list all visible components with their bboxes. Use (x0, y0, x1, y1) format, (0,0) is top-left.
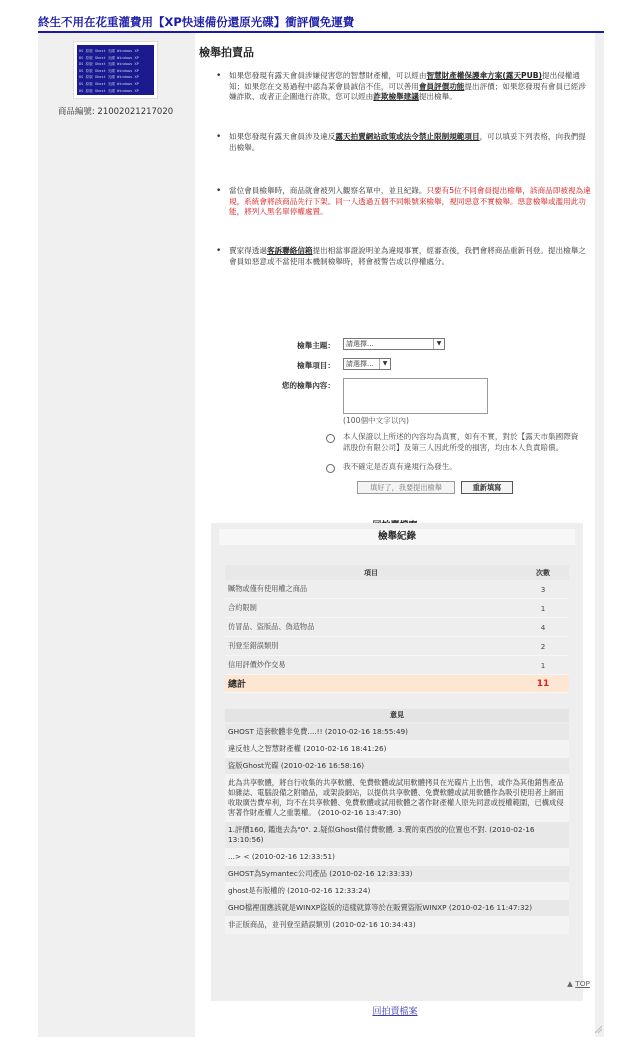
opinions-header: 意見 (225, 709, 569, 722)
record-count: 4 (517, 618, 569, 637)
record-count: 3 (517, 580, 569, 599)
top-label: TOP (575, 979, 590, 988)
notice-item (211, 186, 591, 218)
list-item: GHOST 這套軟體非免費....!! (2010-02-16 18:55:49) (225, 724, 569, 741)
content-label: 您的檢舉內容： (281, 381, 335, 390)
notice-text: 提出評價；如果您發現有會員已經涉嫌詐欺、或者正企圖進行詐欺，您可以經由 (229, 81, 586, 101)
list-item: 盜版Ghost光碟 (2010-02-16 16:58:16) (225, 758, 569, 775)
subject-label: 檢舉主題： (297, 341, 335, 350)
notice-text: 當位會員檢舉時，商品就會被列入觀察名單中，並且紀錄。 (229, 186, 427, 195)
member-rating-link[interactable]: 會員評價功能 (418, 81, 465, 91)
total-row (225, 675, 569, 693)
notice-text: 提出侵權通知；如果您在交易過程中認為某會員誠信不佳，可以善用 (229, 71, 580, 91)
list-item: GHOST為Symantec公司產品 (2010-02-16 12:33:33) (225, 866, 569, 883)
table-row (225, 618, 569, 637)
subject-select[interactable] (343, 338, 445, 350)
column-header-item: 項目 (225, 565, 517, 580)
list-item: 違反他人之智慧財產權 (2010-02-16 18:41:26) (225, 741, 569, 758)
notice-text: ，可以填妥下列表格，向我們提出檢舉。 (229, 132, 586, 152)
reset-button[interactable]: 重新填寫 (461, 481, 513, 494)
thumbnail-text-line: DS 原版 Ghost 光碟 Windows XP (79, 88, 139, 93)
record-item: 信用評價炒作交易 (225, 656, 517, 675)
complaint-mailbox-link[interactable]: 客訴聯絡信箱 (266, 246, 313, 255)
thumbnail-image (77, 45, 154, 95)
notice-item (211, 132, 591, 153)
record-item: 刊登至錯誤類別 (225, 637, 517, 656)
total-label: 總計 (225, 675, 517, 693)
thumbnail-text-line: DS 原版 Ghost 光碟 Windows XP (79, 62, 139, 67)
page-title-link[interactable]: 終生不用在花重灌費用【XP快速備份還原光碟】衝評價免運費 (38, 15, 355, 29)
chevron-down-icon: ▼ (379, 359, 390, 369)
total-count: 11 (517, 675, 569, 693)
chevron-down-icon: ▼ (433, 339, 444, 349)
arrow-up-icon: ▲ (567, 979, 573, 988)
record-count: 1 (517, 599, 569, 618)
policy-link[interactable]: 露天拍賣網站政策或法令禁止限制規範項目 (335, 132, 480, 141)
table-row (225, 599, 569, 618)
submit-report-button[interactable]: 填好了，我要提出檢舉 (357, 481, 455, 494)
table-row (225, 580, 569, 599)
item-select-value: 請選擇... (346, 360, 374, 368)
product-thumbnail[interactable] (73, 41, 158, 99)
main-content (195, 33, 595, 1037)
notice-text: 提出檢舉。 (418, 92, 457, 101)
warning-text: 只要有5位不同會員提出檢舉，該商品即被視為違規，系統會將該商品先行下架。同一人透過五個不同帳號來檢舉，視同惡意不實檢舉。惡意檢舉或濫用此功能，將列入黑名單停權處置。 (229, 186, 591, 216)
thumbnail-text-line: DS 原版 Ghost 光碟 Windows XP (79, 68, 139, 73)
thumbnail-text-line: DS 原版 Ghost 光碟 Windows XP (79, 81, 139, 86)
notice-text: 賣家得透過 (229, 246, 267, 255)
list-item: 1.評價160, 鑑進去為"0". 2.疑似Ghost備付費軟體. 3.賣的東西放的位置也不對. (2010-02-16 13:10:56) (225, 822, 569, 849)
thumbnail-text-line: DS 原版 Ghost 光碟 Windows XP (79, 55, 139, 60)
back-to-top-link[interactable] (567, 979, 590, 988)
record-count: 1 (517, 656, 569, 675)
content-hint: (100個中文字以內) (343, 416, 409, 425)
fraud-report-link[interactable]: 詐欺檢舉建議 (373, 92, 419, 101)
back-to-auction-link-bottom[interactable]: 回拍賣檔案 (372, 1007, 418, 1017)
unsure-text: 我不確定是否真有違規行為發生。 (343, 462, 457, 471)
notice-item (211, 71, 591, 103)
guarantee-text: 本人保證以上所述的內容均為真實，如有不實，對於【露天市集國際資訊股份有限公司】及第三人因此所受的損害，均由本人負責賠償。 (343, 432, 579, 452)
record-item: 贓物或僅有使用權之商品 (225, 580, 517, 599)
ip-protection-link[interactable]: 智慧財產權保護傘方案(露天PUB) (426, 71, 543, 80)
section-title: 檢舉拍賣品 (199, 46, 254, 59)
opinions-list (225, 724, 569, 934)
unsure-radio[interactable] (326, 464, 335, 473)
record-item: 合約限制 (225, 599, 517, 618)
list-item: ghost是有版權的 (2010-02-16 12:33:24) (225, 883, 569, 900)
subject-select-value: 請選擇... (346, 340, 374, 348)
item-select[interactable] (343, 358, 391, 370)
item-label: 檢舉項目： (297, 361, 335, 370)
table-row (225, 656, 569, 675)
list-item: ...> < (2010-02-16 12:33:51) (225, 849, 569, 866)
report-content-textarea[interactable] (343, 378, 488, 414)
notice-text: 如果您發現有露天會員涉嫌侵害您的智慧財產權，可以經由 (229, 71, 427, 80)
report-records-panel (211, 523, 583, 1001)
product-code: 商品編號: 21002021217020 (57, 107, 174, 117)
notice-text: 提出相當事證說明並為違規事實，經審查後，我們會將商品重新刊登。提出檢舉之會員如惡意或不當使用本機制檢舉時，將會被警告或以停權處分。 (229, 246, 586, 266)
thumbnail-text-line: DS 原版 Ghost 光碟 Windows XP (79, 75, 139, 80)
records-title: 檢舉紀錄 (219, 529, 575, 545)
notice-text: 如果您發現有露天會員涉及違反 (229, 132, 336, 141)
table-row (225, 637, 569, 656)
list-item: 此為共享軟體，將自行收集的共享軟體、免費軟體或試用軟體拷貝在光碟片上出售，或作為其他銷售產品如雜誌、電腦設備之附贈品，或架設網站，以提供共享軟體、免費軟體或試用軟體作為吸引使用者上網而收取廣告費牟利，均不在共享軟體、免費軟體或試用軟體之著作財產權人原先同意或授權範圍，已構成侵害著作財產權人之重製權。 (2010-02-16 13:47:30) (225, 775, 569, 822)
column-header-count: 次數 (517, 565, 569, 580)
table-header-row (225, 565, 569, 580)
notice-item (211, 246, 591, 267)
resize-grip-icon[interactable] (594, 1025, 602, 1033)
record-count: 2 (517, 637, 569, 656)
records-table (225, 565, 569, 693)
page-frame (38, 33, 604, 1037)
list-item: GHO檔裡面應該就是WINXP盜版的這樣就算等於在販賣盜版WINXP (2010-02-16 11:47:32) (225, 900, 569, 917)
thumbnail-text-line: DS 原版 Ghost 光碟 Windows XP (79, 49, 139, 53)
record-item: 仿冒品、盜版品、偽造物品 (225, 618, 517, 637)
guarantee-radio[interactable] (326, 434, 335, 443)
list-item: 非正版商品，並刊登至錯誤類別 (2010-02-16 10:34:43) (225, 917, 569, 934)
